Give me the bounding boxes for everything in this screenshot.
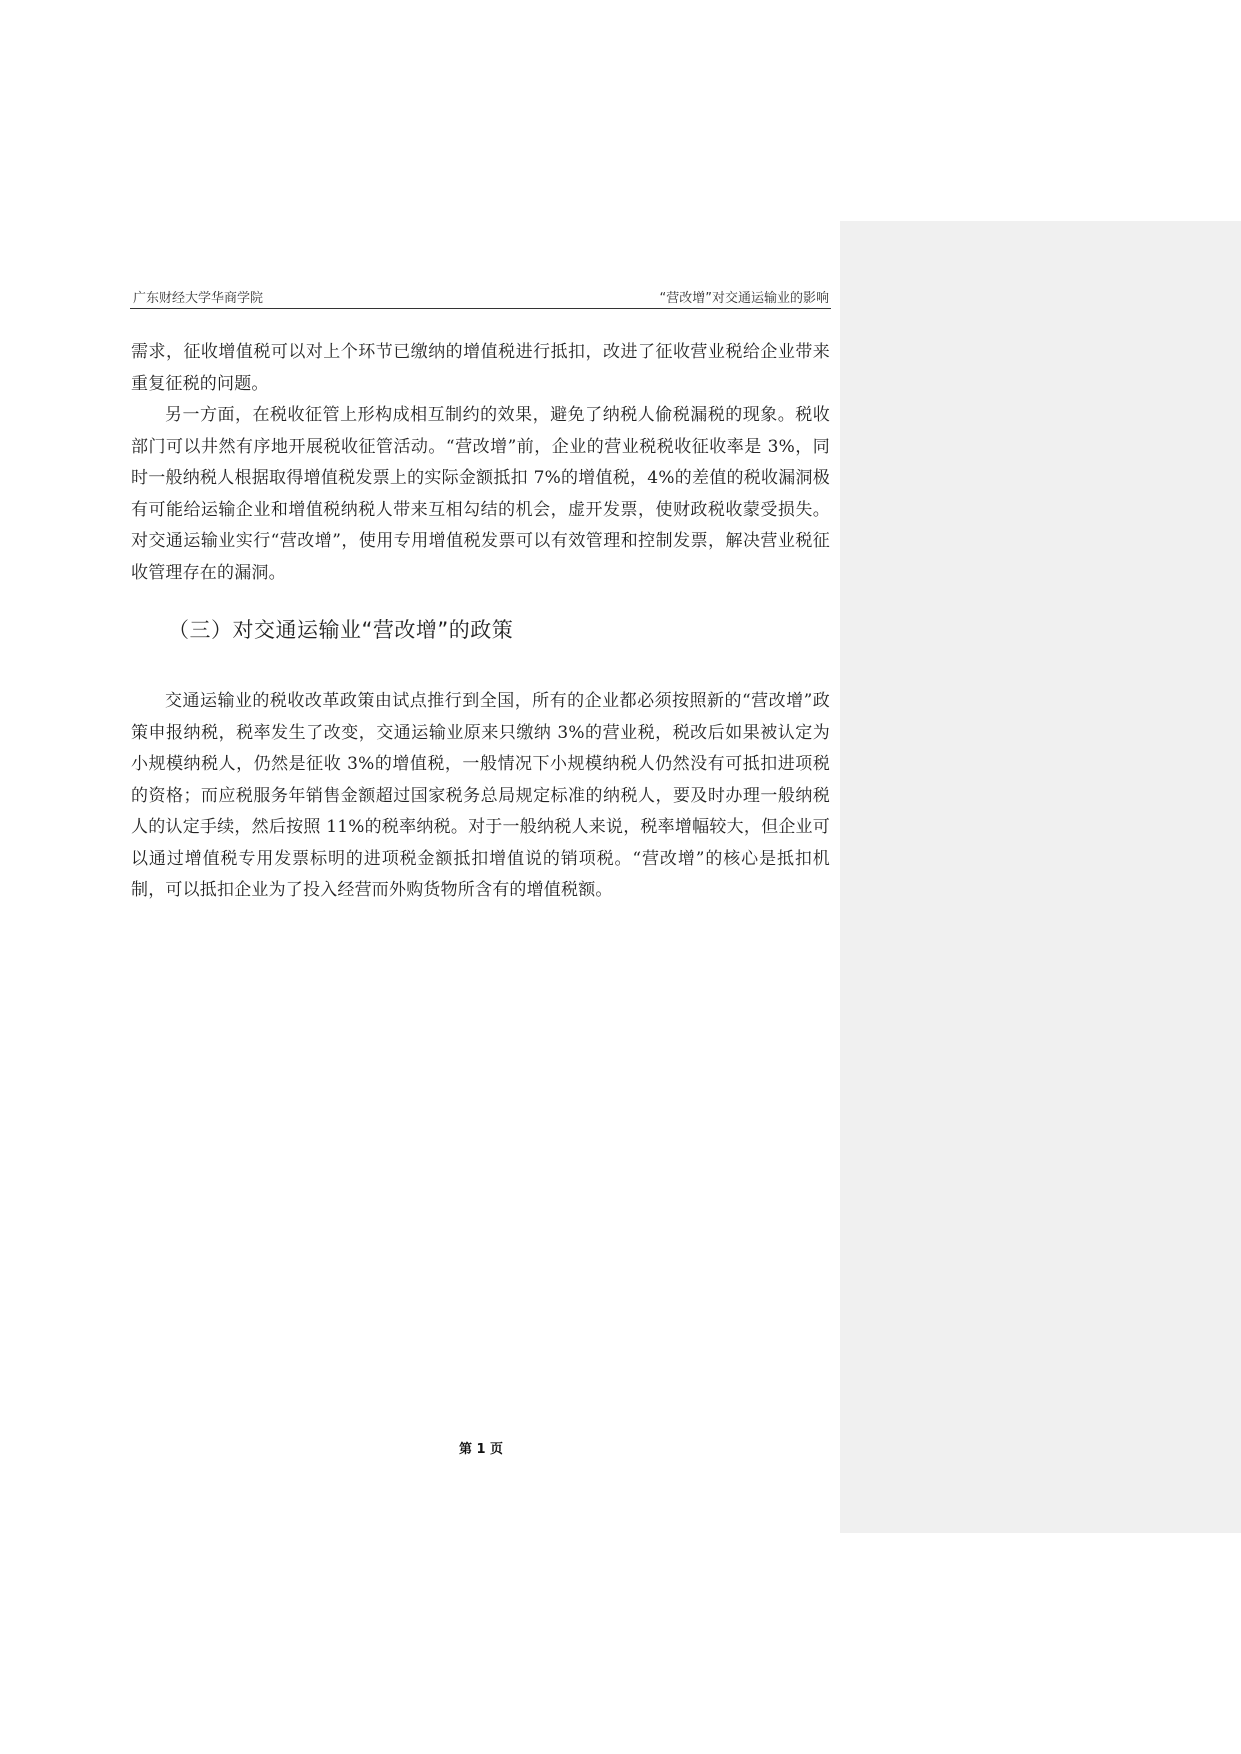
header-document-title: “营改增”对交通运输业的影响 — [659, 291, 829, 306]
page-header — [130, 286, 831, 309]
page-number: 第 1 页 — [458, 1442, 504, 1457]
header-school-name: 广东财经大学华商学院 — [133, 291, 264, 306]
body-text-lower — [131, 686, 830, 907]
paragraph-tax-administration: 另一方面，在税收征管上形构成相互制约的效果，避免了纳税人偷税漏税的现象。税收部门可以井然有序地开展税收征管活动。“营改增”前，企业的营业税税收征收率是 3%，同时一般纳税人根据取得增值税发票上的实际金额抵扣 7%的增值税，4%的差值的税收漏洞极有可能给运输企业和增值税纳税人带来互相勾结的机会，虚开发票，使财政税收蒙受损失。对交通运输业实行“营改增”，使用专用增值税发票可以有效管理和控制发票，解决营业税征收管理存在的漏洞。 — [131, 405, 830, 583]
paragraph-continuation: 需求，征收增值税可以对上个环节已缴纳的增值税进行抵扣，改进了征收营业税给企业带来重复征税的问题。 — [131, 342, 830, 394]
body-text-upper — [131, 337, 830, 589]
paragraph-policy: 交通运输业的税收改革政策由试点推行到全国，所有的企业都必须按照新的“营改增”政策申报纳税，税率发生了改变，交通运输业原来只缴纳 3%的营业税，税改后如果被认定为小规模纳税人，仍然是征收 3%的增值税，一般情况下小规模纳税人仍然没有可抵扣进项税的资格；而应税服务年销售金额超过国家税务总局规定标准的纳税人，要及时办理一般纳税人的认定手续，然后按照 11%的税率纳税。对于一般纳税人来说，税率增幅较大，但企业可以通过增值税专用发票标明的进项税金额抵扣增值说的销项税。“营改增”的核心是抵扣机制，可以抵扣企业为了投入经营而外购货物所含有的增值税额。 — [131, 691, 830, 900]
section-heading: （三）对交通运输业“营改增”的政策 — [168, 618, 514, 642]
comment-pane — [840, 221, 1241, 1533]
